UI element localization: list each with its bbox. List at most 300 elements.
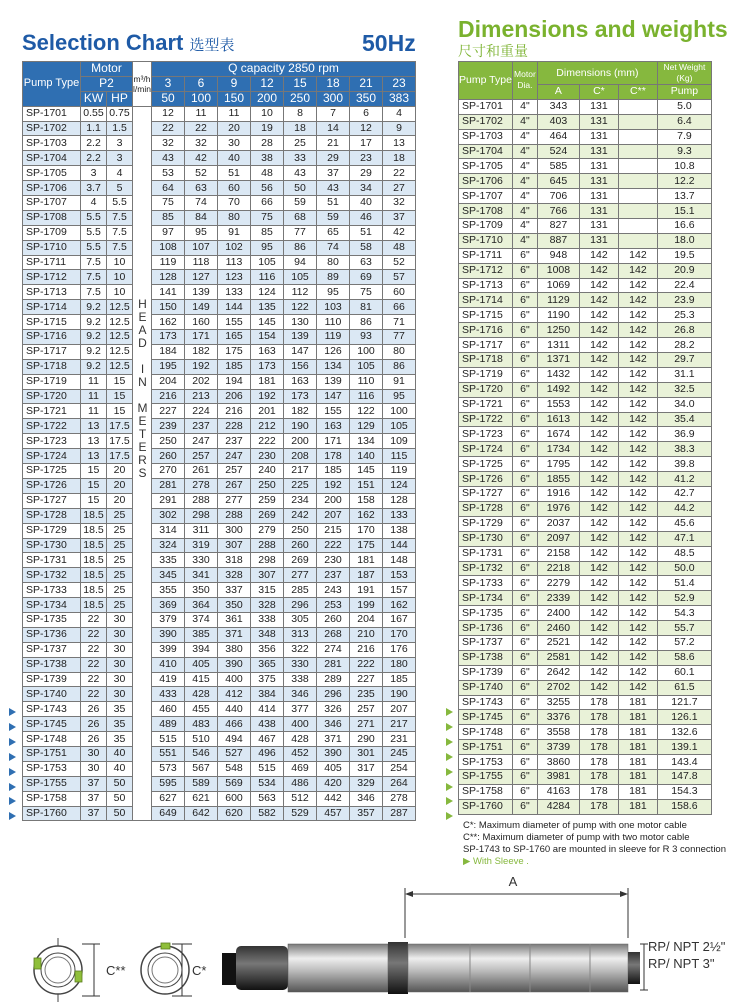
motor-hp: 3 (107, 151, 133, 166)
table-row (23, 687, 416, 702)
table-row (459, 650, 712, 665)
head-value: 163 (284, 374, 317, 389)
head-value: 200 (317, 493, 350, 508)
table-row (459, 591, 712, 606)
head-value: 296 (284, 598, 317, 613)
head-value: 153 (383, 568, 416, 583)
dim-a: 2218 (537, 561, 579, 576)
dim-weight: 57.2 (657, 635, 711, 650)
head-value: 103 (317, 300, 350, 315)
pump-model: SP-1719 (23, 374, 81, 389)
head-value: 107 (185, 240, 218, 255)
dim-c2 (618, 204, 657, 219)
head-value: 261 (185, 464, 218, 479)
head-value: 175 (218, 344, 251, 359)
dim-c2: 142 (618, 472, 657, 487)
head-value: 173 (251, 359, 284, 374)
head-value: 356 (251, 642, 284, 657)
head-value: 239 (152, 419, 185, 434)
lmin-2: 150 (218, 91, 251, 106)
dim-c1: 142 (579, 367, 618, 382)
dim-weight: 121.7 (657, 695, 711, 710)
dim-col-pump-type: Pump Type (459, 62, 513, 100)
dim-col-motor-dia: Motor Dia. (512, 62, 537, 100)
head-value: 222 (350, 657, 383, 672)
head-value: 346 (350, 791, 383, 806)
pump-model: SP-1739 (23, 672, 81, 687)
table-row (23, 672, 416, 687)
pump-model: SP-1703 (23, 136, 81, 151)
dim-c2: 142 (618, 516, 657, 531)
dim-c1: 131 (579, 189, 618, 204)
dim-c1: 142 (579, 516, 618, 531)
motor-hp: 30 (107, 687, 133, 702)
head-value: 141 (152, 285, 185, 300)
head-value: 11 (185, 106, 218, 121)
head-value: 208 (284, 449, 317, 464)
dim-a: 1855 (537, 472, 579, 487)
table-row (459, 531, 712, 546)
head-value: 563 (251, 791, 284, 806)
table-row (459, 204, 712, 219)
head-value: 123 (218, 270, 251, 285)
head-value: 385 (185, 627, 218, 642)
head-value: 42 (383, 225, 416, 240)
head-value: 48 (383, 240, 416, 255)
motor-kw: 2.2 (81, 151, 107, 166)
dim-motor-dia: 6" (512, 382, 537, 397)
dim-col-a: A (537, 85, 579, 100)
motor-kw: 3 (81, 166, 107, 181)
head-value: 122 (284, 300, 317, 315)
dim-c2: 181 (618, 799, 657, 814)
col-kw: KW (81, 91, 107, 106)
head-value: 290 (350, 732, 383, 747)
dim-a: 3376 (537, 710, 579, 725)
selection-title-en: Selection Chart (22, 30, 184, 55)
dim-a: 4284 (537, 799, 579, 814)
head-value: 37 (317, 166, 350, 181)
table-row (459, 740, 712, 755)
head-value: 281 (152, 478, 185, 493)
head-value: 128 (152, 270, 185, 285)
dim-c1: 142 (579, 397, 618, 412)
pump-model: SP-1707 (23, 196, 81, 211)
motor-hp: 15 (107, 374, 133, 389)
motor-hp: 10 (107, 270, 133, 285)
dim-c2 (618, 114, 657, 129)
dim-pump-model: SP-1707 (459, 189, 513, 204)
head-value: 400 (218, 672, 251, 687)
head-value: 234 (284, 493, 317, 508)
dim-c1: 142 (579, 263, 618, 278)
dim-weight: 42.7 (657, 487, 711, 502)
dim-motor-dia: 6" (512, 397, 537, 412)
dim-c2 (618, 174, 657, 189)
motor-hp: 50 (107, 776, 133, 791)
dim-a: 2581 (537, 650, 579, 665)
head-value: 129 (350, 419, 383, 434)
head-value: 138 (383, 523, 416, 538)
head-value: 52 (185, 166, 218, 181)
dim-c1: 178 (579, 695, 618, 710)
motor-hp: 25 (107, 583, 133, 598)
head-value: 230 (317, 553, 350, 568)
dim-c2 (618, 144, 657, 159)
dim-c2: 142 (618, 561, 657, 576)
dim-motor-dia: 6" (512, 740, 537, 755)
head-value: 216 (218, 404, 251, 419)
dim-c2: 181 (618, 725, 657, 740)
motor-hp: 50 (107, 806, 133, 821)
dim-motor-dia: 4" (512, 189, 537, 204)
motor-kw: 37 (81, 806, 107, 821)
dim-c1: 131 (579, 219, 618, 234)
pump-model: SP-1745 (23, 717, 81, 732)
head-value: 529 (284, 806, 317, 821)
sleeve-legend: ▶ With Sleeve . (463, 856, 529, 867)
table-row (23, 434, 416, 449)
head-value: 242 (284, 508, 317, 523)
dim-c1: 131 (579, 99, 618, 114)
dim-weight: 13.7 (657, 189, 711, 204)
dim-c2: 142 (618, 635, 657, 650)
head-value: 466 (218, 717, 251, 732)
head-value: 548 (218, 761, 251, 776)
dim-weight: 19.5 (657, 248, 711, 263)
dim-pump-model: SP-1711 (459, 248, 513, 263)
motor-hp: 30 (107, 627, 133, 642)
head-value: 486 (284, 776, 317, 791)
dim-c1: 142 (579, 412, 618, 427)
head-value: 118 (185, 255, 218, 270)
motor-kw: 22 (81, 612, 107, 627)
head-value: 134 (317, 359, 350, 374)
pump-model: SP-1706 (23, 181, 81, 196)
head-value: 22 (383, 166, 416, 181)
dim-c1: 178 (579, 740, 618, 755)
head-value: 374 (185, 612, 218, 627)
head-value: 68 (284, 210, 317, 225)
head-value: 155 (317, 404, 350, 419)
note-sleeve: SP-1743 to SP-1760 are mounted in sleeve for R 3 connection (463, 844, 726, 855)
head-value: 442 (317, 791, 350, 806)
motor-kw: 1.1 (81, 121, 107, 136)
dim-weight: 50.0 (657, 561, 711, 576)
dim-c1: 142 (579, 680, 618, 695)
m3h-0: 3 (152, 76, 185, 91)
head-value: 224 (185, 404, 218, 419)
head-value: 341 (185, 568, 218, 583)
table-row (459, 576, 712, 591)
head-value: 569 (218, 776, 251, 791)
head-value: 145 (251, 315, 284, 330)
head-value: 455 (185, 702, 218, 717)
head-value: 301 (350, 746, 383, 761)
motor-kw: 9.2 (81, 344, 107, 359)
head-value: 267 (218, 478, 251, 493)
dim-c2: 142 (618, 353, 657, 368)
head-value: 185 (218, 359, 251, 374)
head-value: 122 (350, 404, 383, 419)
dim-motor-dia: 6" (512, 263, 537, 278)
pump-model: SP-1725 (23, 464, 81, 479)
head-value: 190 (284, 419, 317, 434)
head-value: 346 (284, 687, 317, 702)
dim-a: 585 (537, 159, 579, 174)
head-value: 460 (152, 702, 185, 717)
head-value: 14 (317, 121, 350, 136)
head-value: 32 (185, 136, 218, 151)
selection-chart-title (22, 30, 235, 56)
table-row (459, 710, 712, 725)
table-row (23, 732, 416, 747)
dim-col-dimensions: Dimensions (mm) (537, 62, 657, 85)
table-row (23, 196, 416, 211)
head-value: 567 (185, 761, 218, 776)
head-value: 18 (383, 151, 416, 166)
head-value: 91 (383, 374, 416, 389)
dim-c2 (618, 99, 657, 114)
m3h-2: 9 (218, 76, 251, 91)
head-value: 329 (350, 776, 383, 791)
lmin-5: 300 (317, 91, 350, 106)
motor-hp: 35 (107, 702, 133, 717)
table-row (459, 412, 712, 427)
pump-body-illustration (222, 942, 640, 994)
sleeve-marker-icon (9, 738, 16, 746)
head-value: 315 (251, 583, 284, 598)
dim-c1: 142 (579, 472, 618, 487)
dim-a: 2642 (537, 665, 579, 680)
unit-m3h: m³/h (133, 73, 151, 84)
table-row (459, 635, 712, 650)
head-value: 335 (152, 553, 185, 568)
head-value: 80 (218, 210, 251, 225)
head-value: 420 (317, 776, 350, 791)
dim-motor-dia: 6" (512, 576, 537, 591)
head-value: 57 (383, 270, 416, 285)
sleeve-marker-icon (9, 797, 16, 805)
head-value: 27 (383, 181, 416, 196)
dim-pump-model: SP-1717 (459, 338, 513, 353)
head-value: 469 (284, 761, 317, 776)
head-value: 375 (251, 672, 284, 687)
motor-kw: 15 (81, 464, 107, 479)
dim-pump-model: SP-1718 (459, 353, 513, 368)
head-value: 515 (152, 732, 185, 747)
head-value: 165 (218, 330, 251, 345)
sleeve-marker-icon (9, 708, 16, 716)
table-row (459, 457, 712, 472)
table-row (459, 561, 712, 576)
head-value: 148 (383, 553, 416, 568)
motor-hp: 10 (107, 285, 133, 300)
dim-c1: 131 (579, 233, 618, 248)
dim-pump-model: SP-1745 (459, 710, 513, 725)
dim-weight: 31.1 (657, 367, 711, 382)
head-value: 32 (152, 136, 185, 151)
table-row (459, 501, 712, 516)
note-c1: C*: Maximum diameter of pump with one motor cable (463, 820, 687, 831)
table-row (459, 263, 712, 278)
head-value: 268 (317, 627, 350, 642)
dim-pump-model: SP-1704 (459, 144, 513, 159)
dim-weight: 139.1 (657, 740, 711, 755)
motor-hp: 25 (107, 553, 133, 568)
head-value: 285 (284, 583, 317, 598)
head-value: 97 (152, 225, 185, 240)
head-value: 230 (251, 449, 284, 464)
motor-hp: 3 (107, 136, 133, 151)
motor-kw: 7.5 (81, 270, 107, 285)
motor-hp: 35 (107, 717, 133, 732)
head-value: 95 (251, 240, 284, 255)
dim-pump-model: SP-1703 (459, 129, 513, 144)
head-value: 124 (251, 285, 284, 300)
table-row (459, 695, 712, 710)
motor-hp: 7.5 (107, 240, 133, 255)
head-value: 100 (383, 404, 416, 419)
motor-kw: 0.55 (81, 106, 107, 121)
head-value: 113 (218, 255, 251, 270)
motor-hp: 30 (107, 612, 133, 627)
head-value: 135 (251, 300, 284, 315)
table-row (23, 806, 416, 821)
motor-kw: 18.5 (81, 598, 107, 613)
head-value: 105 (383, 419, 416, 434)
head-value: 173 (284, 389, 317, 404)
head-value: 140 (350, 449, 383, 464)
dim-motor-dia: 6" (512, 695, 537, 710)
head-value: 17 (350, 136, 383, 151)
dim-c2 (618, 129, 657, 144)
head-value: 305 (284, 612, 317, 627)
head-value: 163 (251, 344, 284, 359)
head-value: 247 (185, 434, 218, 449)
head-value: 70 (218, 196, 251, 211)
dim-motor-dia: 6" (512, 248, 537, 263)
head-value: 52 (383, 255, 416, 270)
head-value: 53 (152, 166, 185, 181)
pump-model: SP-1702 (23, 121, 81, 136)
pump-model: SP-1714 (23, 300, 81, 315)
dim-weight: 26.8 (657, 323, 711, 338)
head-value: 58 (350, 240, 383, 255)
dim-weight: 154.3 (657, 784, 711, 799)
head-value: 337 (218, 583, 251, 598)
motor-hp: 4 (107, 166, 133, 181)
head-value: 390 (152, 627, 185, 642)
head-value: 318 (218, 553, 251, 568)
head-value: 257 (218, 464, 251, 479)
head-value: 23 (350, 151, 383, 166)
pump-model: SP-1717 (23, 344, 81, 359)
head-value: 84 (185, 210, 218, 225)
motor-kw: 13 (81, 419, 107, 434)
head-value: 20 (218, 121, 251, 136)
head-value: 289 (317, 672, 350, 687)
pump-model: SP-1704 (23, 151, 81, 166)
dim-motor-dia: 6" (512, 487, 537, 502)
head-value: 116 (350, 389, 383, 404)
motor-kw: 5.5 (81, 225, 107, 240)
pump-model: SP-1736 (23, 627, 81, 642)
table-row (23, 166, 416, 181)
motor-hp: 20 (107, 464, 133, 479)
table-row (459, 680, 712, 695)
motor-hp: 0.75 (107, 106, 133, 121)
table-row (23, 225, 416, 240)
dim-c1: 142 (579, 606, 618, 621)
head-value: 86 (284, 240, 317, 255)
head-value: 380 (218, 642, 251, 657)
table-row (459, 784, 712, 799)
head-value: 187 (350, 568, 383, 583)
dim-motor-dia: 6" (512, 591, 537, 606)
table-row (23, 642, 416, 657)
dim-a: 827 (537, 219, 579, 234)
head-value: 307 (218, 538, 251, 553)
head-value: 199 (350, 598, 383, 613)
head-value: 642 (185, 806, 218, 821)
head-value: 573 (152, 761, 185, 776)
head-value: 65 (317, 225, 350, 240)
head-value: 415 (185, 672, 218, 687)
head-value: 649 (152, 806, 185, 821)
dim-c1: 131 (579, 114, 618, 129)
motor-kw: 5.5 (81, 240, 107, 255)
pump-model: SP-1738 (23, 657, 81, 672)
motor-kw: 26 (81, 732, 107, 747)
head-value: 277 (284, 568, 317, 583)
head-value: 51 (317, 196, 350, 211)
head-value: 182 (185, 344, 218, 359)
table-row (459, 769, 712, 784)
head-value: 167 (383, 612, 416, 627)
dim-weight: 132.6 (657, 725, 711, 740)
head-value: 192 (251, 389, 284, 404)
dim-weight: 55.7 (657, 621, 711, 636)
dim-weight: 41.2 (657, 472, 711, 487)
dim-a: 2400 (537, 606, 579, 621)
dim-pump-model: SP-1720 (459, 382, 513, 397)
head-value: 300 (218, 523, 251, 538)
motor-kw: 30 (81, 746, 107, 761)
table-row (23, 374, 416, 389)
head-value: 59 (317, 210, 350, 225)
pump-model: SP-1751 (23, 746, 81, 761)
head-value: 25 (284, 136, 317, 151)
dim-a: 1250 (537, 323, 579, 338)
motor-hp: 12.5 (107, 330, 133, 345)
m3h-5: 18 (317, 76, 350, 91)
head-value: 405 (185, 657, 218, 672)
head-value: 170 (383, 627, 416, 642)
dim-a: 3558 (537, 725, 579, 740)
head-value: 328 (218, 568, 251, 583)
head-value: 222 (317, 538, 350, 553)
dim-pump-model: SP-1724 (459, 442, 513, 457)
head-value: 105 (284, 270, 317, 285)
motor-hp: 40 (107, 746, 133, 761)
head-value: 384 (251, 687, 284, 702)
head-value: 149 (185, 300, 218, 315)
selection-chart-table (22, 61, 416, 821)
dim-motor-dia: 4" (512, 159, 537, 174)
head-value: 185 (383, 672, 416, 687)
head-value: 250 (251, 478, 284, 493)
